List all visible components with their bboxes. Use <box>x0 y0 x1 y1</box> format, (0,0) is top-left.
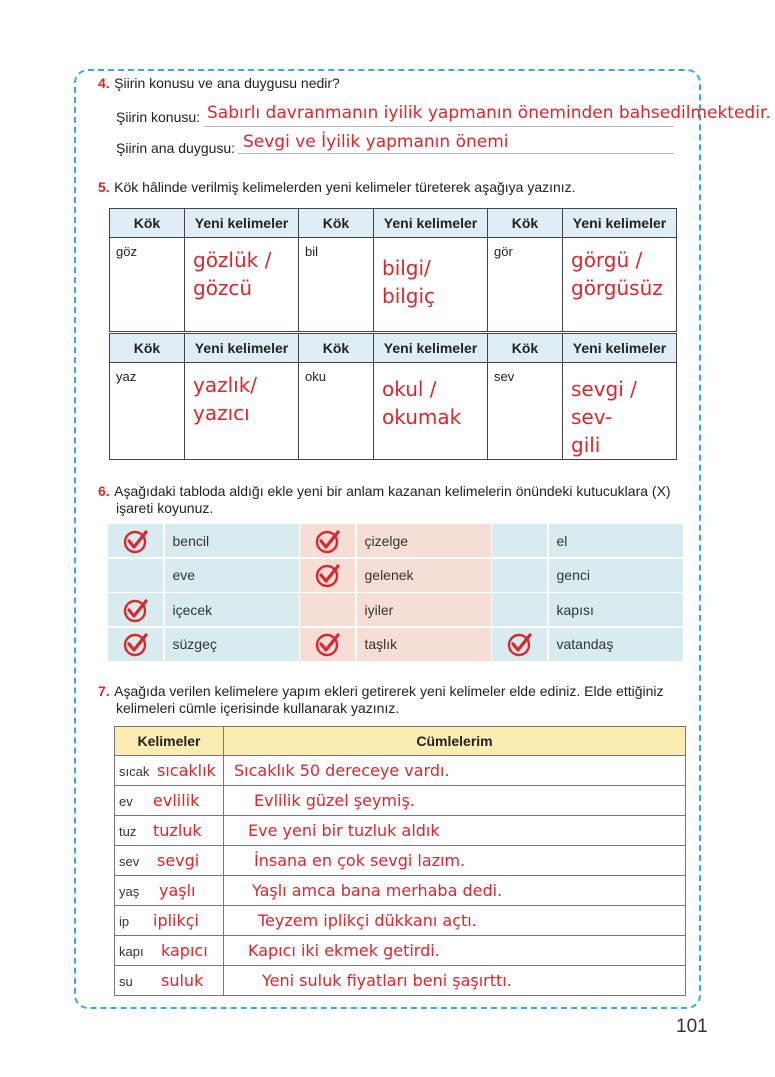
derived-word: evlilik <box>153 791 200 810</box>
root-word: ip <box>119 914 130 929</box>
checkbox[interactable] <box>108 559 163 592</box>
topic-answer-line <box>204 126 674 127</box>
root-word: tuz <box>119 824 137 839</box>
checkbox[interactable] <box>300 559 355 592</box>
question-number: 7. <box>98 683 110 699</box>
word-label: çizelge <box>357 524 491 557</box>
answer-cell: yazlık/ yazıcı <box>185 363 299 460</box>
question-text: Şiirin konusu ve ana duygusu nedir? <box>114 75 340 91</box>
topic-label: Şiirin konusu: <box>116 109 201 125</box>
header-sentences: Cümlelerim <box>224 727 686 756</box>
root-cell: yaz <box>110 363 185 460</box>
table-row <box>115 906 686 936</box>
header-new-words: Yeni kelimeler <box>374 334 488 363</box>
check-mark-icon <box>507 631 533 657</box>
check-mark-icon <box>123 597 149 623</box>
header-words: Kelimeler <box>115 727 224 756</box>
check-mark-icon <box>315 528 341 554</box>
topic-answer: Sabırlı davranmanın iyilik yapmanın öneminden bahsedilmektedir. <box>207 103 771 123</box>
answer-cell: sevgi / sev- gili <box>563 363 677 460</box>
question-text: Kök hâlinde verilmiş kelimelerden yeni kelimeler türeterek aşağıya yazınız. <box>114 179 576 195</box>
header-root: Kök <box>299 334 374 363</box>
question-text-line2: kelimeleri cümle içerisinde kullanarak yazınız. <box>116 700 400 716</box>
header-root: Kök <box>488 209 563 238</box>
checkbox[interactable] <box>300 593 355 626</box>
check-mark-icon <box>123 631 149 657</box>
checkbox[interactable] <box>492 524 547 557</box>
sentence: Teyzem iplikçi dükkanı açtı. <box>258 911 477 930</box>
table-row <box>115 936 686 966</box>
root-cell: sev <box>488 363 563 460</box>
question-7 <box>98 683 664 701</box>
root-words-table-top <box>109 208 677 332</box>
derived-word: iplikçi <box>153 911 199 930</box>
answer-cell: bilgi/ bilgiç <box>374 238 488 332</box>
sentence: Kapıcı iki ekmek getirdi. <box>248 941 440 960</box>
question-6 <box>98 483 671 501</box>
table-row <box>115 876 686 906</box>
derived-word: sevgi <box>157 851 200 870</box>
derived-word: kapıcı <box>161 941 208 960</box>
sentence: Yaşlı amca bana merhaba dedi. <box>252 881 503 900</box>
root-word: su <box>119 974 133 989</box>
header-new-words: Yeni kelimeler <box>563 209 677 238</box>
answer-cell: görgü / görgüsüz <box>563 238 677 332</box>
header-new-words: Yeni kelimeler <box>185 334 299 363</box>
table-row <box>115 816 686 846</box>
checkbox[interactable] <box>108 593 163 626</box>
table-row <box>115 786 686 816</box>
word-label: iyiler <box>357 593 491 626</box>
checkbox[interactable] <box>300 524 355 557</box>
sentence: Eve yeni bir tuzluk aldık <box>248 821 440 840</box>
question-number: 4. <box>98 75 110 91</box>
grid-row <box>108 559 685 594</box>
question-text-line1: Aşağıdaki tabloda aldığı ekle yeni bir anlam kazanan kelimelerin önündeki kutucuklara (X) <box>114 483 671 499</box>
word-cell <box>115 906 224 936</box>
sentence-cell <box>224 906 686 936</box>
table-row <box>115 756 686 786</box>
check-mark-icon <box>315 631 341 657</box>
sentence-cell <box>224 846 686 876</box>
sentence-cell <box>224 756 686 786</box>
emotion-answer: Sevgi ve İyilik yapmanın önemi <box>243 132 509 152</box>
word-cell <box>115 786 224 816</box>
root-word: sev <box>119 854 140 869</box>
checkbox[interactable] <box>108 524 163 557</box>
word-label: bencil <box>165 524 299 557</box>
root-word: sıcak <box>119 764 150 779</box>
root-cell: oku <box>299 363 374 460</box>
header-root: Kök <box>488 334 563 363</box>
sentence-cell <box>224 966 686 996</box>
checkbox[interactable] <box>492 559 547 592</box>
word-label: süzgeç <box>165 628 299 661</box>
root-cell: gör <box>488 238 563 332</box>
word-label: içecek <box>165 593 299 626</box>
word-cell <box>115 756 224 786</box>
root-words-table-bottom <box>109 333 677 460</box>
sentence: Yeni suluk fiyatları beni şaşırttı. <box>262 971 512 990</box>
word-cell <box>115 816 224 846</box>
header-root: Kök <box>110 334 185 363</box>
question-number: 6. <box>98 483 110 499</box>
root-cell: bil <box>299 238 374 332</box>
page-number: 101 <box>676 1016 708 1037</box>
sentence-cell <box>224 786 686 816</box>
emotion-label: Şiirin ana duygusu: <box>116 140 236 156</box>
derived-word: suluk <box>161 971 204 990</box>
word-cell <box>115 846 224 876</box>
header-new-words: Yeni kelimeler <box>374 209 488 238</box>
answer-cell: okul / okumak <box>374 363 488 460</box>
root-word: ev <box>119 794 133 809</box>
checkbox[interactable] <box>492 593 547 626</box>
root-word: yaş <box>119 884 140 899</box>
word-cell <box>115 936 224 966</box>
derived-word: yaşlı <box>159 881 196 900</box>
grid-row <box>108 524 685 559</box>
sentence: Evlilik güzel şeymiş. <box>254 791 415 810</box>
sentence: İnsana en çok sevgi lazım. <box>254 851 466 870</box>
question-text-line2: işareti koyunuz. <box>116 500 214 516</box>
sentence-cell <box>224 876 686 906</box>
word-label: eve <box>165 559 299 592</box>
derived-word: sıcaklık <box>157 761 216 780</box>
emotion-answer-line <box>238 153 674 154</box>
word-label: vatandaş <box>549 628 683 661</box>
word-sentence-table <box>114 726 686 996</box>
checkbox[interactable] <box>492 628 547 661</box>
checkbox-grid <box>108 524 685 662</box>
word-label: taşlık <box>357 628 491 661</box>
answer-cell: gözlük / gözcü <box>185 238 299 332</box>
sentence-cell <box>224 936 686 966</box>
root-word: kapı <box>119 944 144 959</box>
table-row <box>115 966 686 996</box>
word-label: genci <box>549 559 683 592</box>
question-4 <box>98 75 340 93</box>
header-root: Kök <box>110 209 185 238</box>
grid-row <box>108 593 685 628</box>
checkbox[interactable] <box>300 628 355 661</box>
check-mark-icon <box>315 562 341 588</box>
word-label: kapısı <box>549 593 683 626</box>
check-mark-icon <box>123 528 149 554</box>
word-cell <box>115 966 224 996</box>
word-label: el <box>549 524 683 557</box>
sentence-cell <box>224 816 686 846</box>
header-new-words: Yeni kelimeler <box>185 209 299 238</box>
derived-word: tuzluk <box>153 821 202 840</box>
grid-row <box>108 628 685 663</box>
question-number: 5. <box>98 179 110 195</box>
question-text-line1: Aşağıda verilen kelimelere yapım ekleri getirerek yeni kelimeler elde ediniz. Elde ettiğiniz <box>114 683 664 699</box>
word-cell <box>115 876 224 906</box>
table-row <box>115 846 686 876</box>
checkbox[interactable] <box>108 628 163 661</box>
header-new-words: Yeni kelimeler <box>563 334 677 363</box>
root-cell: göz <box>110 238 185 332</box>
header-root: Kök <box>299 209 374 238</box>
word-label: gelenek <box>357 559 491 592</box>
sentence: Sıcaklık 50 dereceye vardı. <box>234 761 450 780</box>
question-5 <box>98 179 576 197</box>
